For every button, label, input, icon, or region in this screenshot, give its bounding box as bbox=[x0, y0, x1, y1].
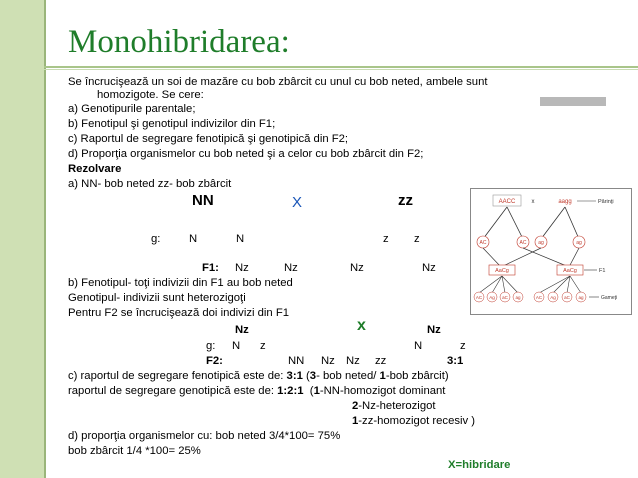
diagram-gamete-label: AC bbox=[535, 295, 543, 300]
answer-c-phenotypic bbox=[68, 369, 449, 383]
title-divider bbox=[44, 66, 638, 68]
title-divider-secondary bbox=[44, 69, 638, 70]
f1-offspring-2: Nz bbox=[284, 262, 298, 274]
diagram-branch-left bbox=[483, 207, 523, 239]
solution-heading: Rezolvare bbox=[68, 163, 122, 175]
diagram-parents-label: Părinţi bbox=[598, 199, 614, 205]
diagram-gamete-left-2-label: AC bbox=[519, 240, 527, 246]
diagram-gamete-label: ag bbox=[578, 295, 584, 300]
answer-c-phenotypic-text: c) raportul de segregare fenotipică este de: bbox=[68, 370, 284, 382]
diagram-gamete-label: ag bbox=[515, 295, 521, 300]
f2-cross-intro: Pentru F2 se încrucişează doi indivizi din F1 bbox=[68, 307, 290, 319]
genotype-nn-text: -NN-homozigot dominant bbox=[319, 385, 446, 397]
genotype-count-nz: 2 bbox=[352, 400, 359, 412]
f2-label: F2: bbox=[206, 355, 223, 367]
cross1-gamete-3: z bbox=[383, 233, 389, 245]
diagram-f1-label: F1 bbox=[599, 268, 606, 274]
diagram-parent-2: aagg bbox=[558, 199, 572, 205]
diagram-gamete-left-1-label: AC bbox=[479, 240, 487, 246]
answer-b-genotype: Genotipul- indivizii sunt heterozigoţi bbox=[68, 292, 246, 304]
diagram-gamete-right-2-label: ag bbox=[576, 240, 582, 246]
page-title: Monohibridarea: bbox=[68, 24, 290, 60]
f1-offspring-3: Nz bbox=[350, 262, 364, 274]
cross1-symbol: X bbox=[292, 194, 303, 211]
cross1-gamete-1: N bbox=[189, 233, 198, 245]
cross1-gamete-4: z bbox=[414, 233, 420, 245]
phenotypic-count-recessive: 1 bbox=[379, 370, 386, 382]
f2-offspring-1: NN bbox=[288, 355, 305, 367]
question-a: a) Genotipurile parentale; bbox=[68, 103, 196, 115]
cross-diagram bbox=[470, 188, 632, 315]
question-c: c) Raportul de segregare fenotipică şi genotipică din F2; bbox=[68, 133, 349, 145]
cross1-parent-2: zz bbox=[398, 192, 413, 209]
genotype-zz-line bbox=[352, 414, 475, 428]
f1-label: F1: bbox=[202, 262, 219, 274]
diagram-gamete-row bbox=[474, 292, 586, 302]
diagram-gametes-label: Gameţi bbox=[601, 295, 618, 301]
cross1-gamete-2: N bbox=[236, 233, 245, 245]
problem-line-1: Se încrucişează un soi de mazăre cu bob zbârcit cu unul cu bob neted, ambele sunt bbox=[68, 76, 488, 88]
f1-offspring-1: Nz bbox=[235, 262, 249, 274]
genotype-nz-text: -Nz-heterozigot bbox=[358, 400, 436, 412]
cross2-gamete-2: z bbox=[260, 340, 266, 352]
f2-ratio: 3:1 bbox=[447, 355, 464, 367]
diagram-f1-connectors bbox=[483, 248, 579, 267]
answer-b-phenotype: b) Fenotipul- toţi indivizii din F1 au bob neted bbox=[68, 277, 293, 289]
genotype-zz-text: -zz-homozigot recesiv ) bbox=[358, 415, 476, 427]
diagram-parent-1: AACC bbox=[498, 199, 516, 205]
cross1-parent-1: NN bbox=[192, 192, 214, 209]
cross2-gamete-3: N bbox=[414, 340, 423, 352]
cross2-symbol: x bbox=[357, 317, 366, 334]
genotype-count-zz: 1 bbox=[352, 415, 359, 427]
cross1-gametes-label: g: bbox=[151, 233, 161, 245]
decorative-gray-box bbox=[540, 97, 606, 106]
phenotypic-count-dominant: 3 bbox=[309, 370, 317, 382]
genotype-count-nn: 1 bbox=[313, 385, 320, 397]
diagram-cross-symbol: x bbox=[531, 199, 535, 205]
question-b: b) Fenotipul şi genotipul indivizilor din F1; bbox=[68, 118, 276, 130]
cross2-gametes-label: g: bbox=[206, 340, 216, 352]
problem-line-2: homozigote. Se cere: bbox=[97, 89, 204, 101]
diagram-gamete-right-1-label: ag bbox=[538, 240, 544, 246]
genotypic-ratio: 1:2:1 bbox=[277, 385, 304, 397]
genotype-nz-line bbox=[352, 399, 436, 413]
f2-offspring-3: Nz bbox=[346, 355, 360, 367]
answer-c-recessive-text: -bob zbârcit) bbox=[385, 370, 449, 382]
cross2-parent-1: Nz bbox=[235, 324, 249, 336]
diagram-f1-1: AaCg bbox=[495, 268, 509, 274]
cross2-gamete-1: N bbox=[232, 340, 241, 352]
diagram-f1-2: AaCg bbox=[563, 268, 577, 274]
diagram-gamete-label: AC bbox=[475, 295, 483, 300]
answer-c-dominant-text: - bob neted/ bbox=[316, 370, 377, 382]
answer-c-paren-open: ( bbox=[306, 370, 310, 382]
left-decorative-band bbox=[0, 0, 46, 478]
cross-diagram-svg bbox=[471, 189, 631, 314]
f2-offspring-4: zz bbox=[375, 355, 387, 367]
diagram-gamete-connectors bbox=[479, 276, 581, 293]
f2-offspring-2: Nz bbox=[321, 355, 335, 367]
cross2-parent-2: Nz bbox=[427, 324, 441, 336]
diagram-branch-right bbox=[541, 207, 579, 239]
diagram-gamete-label: aC bbox=[502, 295, 508, 300]
question-d: d) Proporţia organismelor cu bob neted şi a celor cu bob zbârcit din F2; bbox=[68, 148, 424, 160]
answer-d-smooth: d) proporţia organismelor cu: bob neted 3/4*100= 75% bbox=[68, 430, 341, 442]
hybrid-legend: X=hibridare bbox=[448, 459, 511, 471]
answer-d-wrinkled: bob zbârcit 1/4 *100= 25% bbox=[68, 445, 201, 457]
phenotypic-ratio: 3:1 bbox=[286, 370, 303, 382]
diagram-gamete-label: Ag bbox=[550, 295, 556, 300]
genotypic-paren-open: ( bbox=[309, 385, 314, 397]
cross2-gamete-4: z bbox=[460, 340, 466, 352]
f1-offspring-4: Nz bbox=[422, 262, 436, 274]
diagram-gamete-label: Ag bbox=[489, 295, 495, 300]
answer-a: a) NN- bob neted zz- bob zbârcit bbox=[68, 178, 232, 190]
diagram-gamete-label: aC bbox=[564, 295, 570, 300]
answer-c-genotypic bbox=[68, 384, 445, 398]
genotypic-ratio-text: raportul de segregare genotipică este de: bbox=[68, 385, 274, 397]
